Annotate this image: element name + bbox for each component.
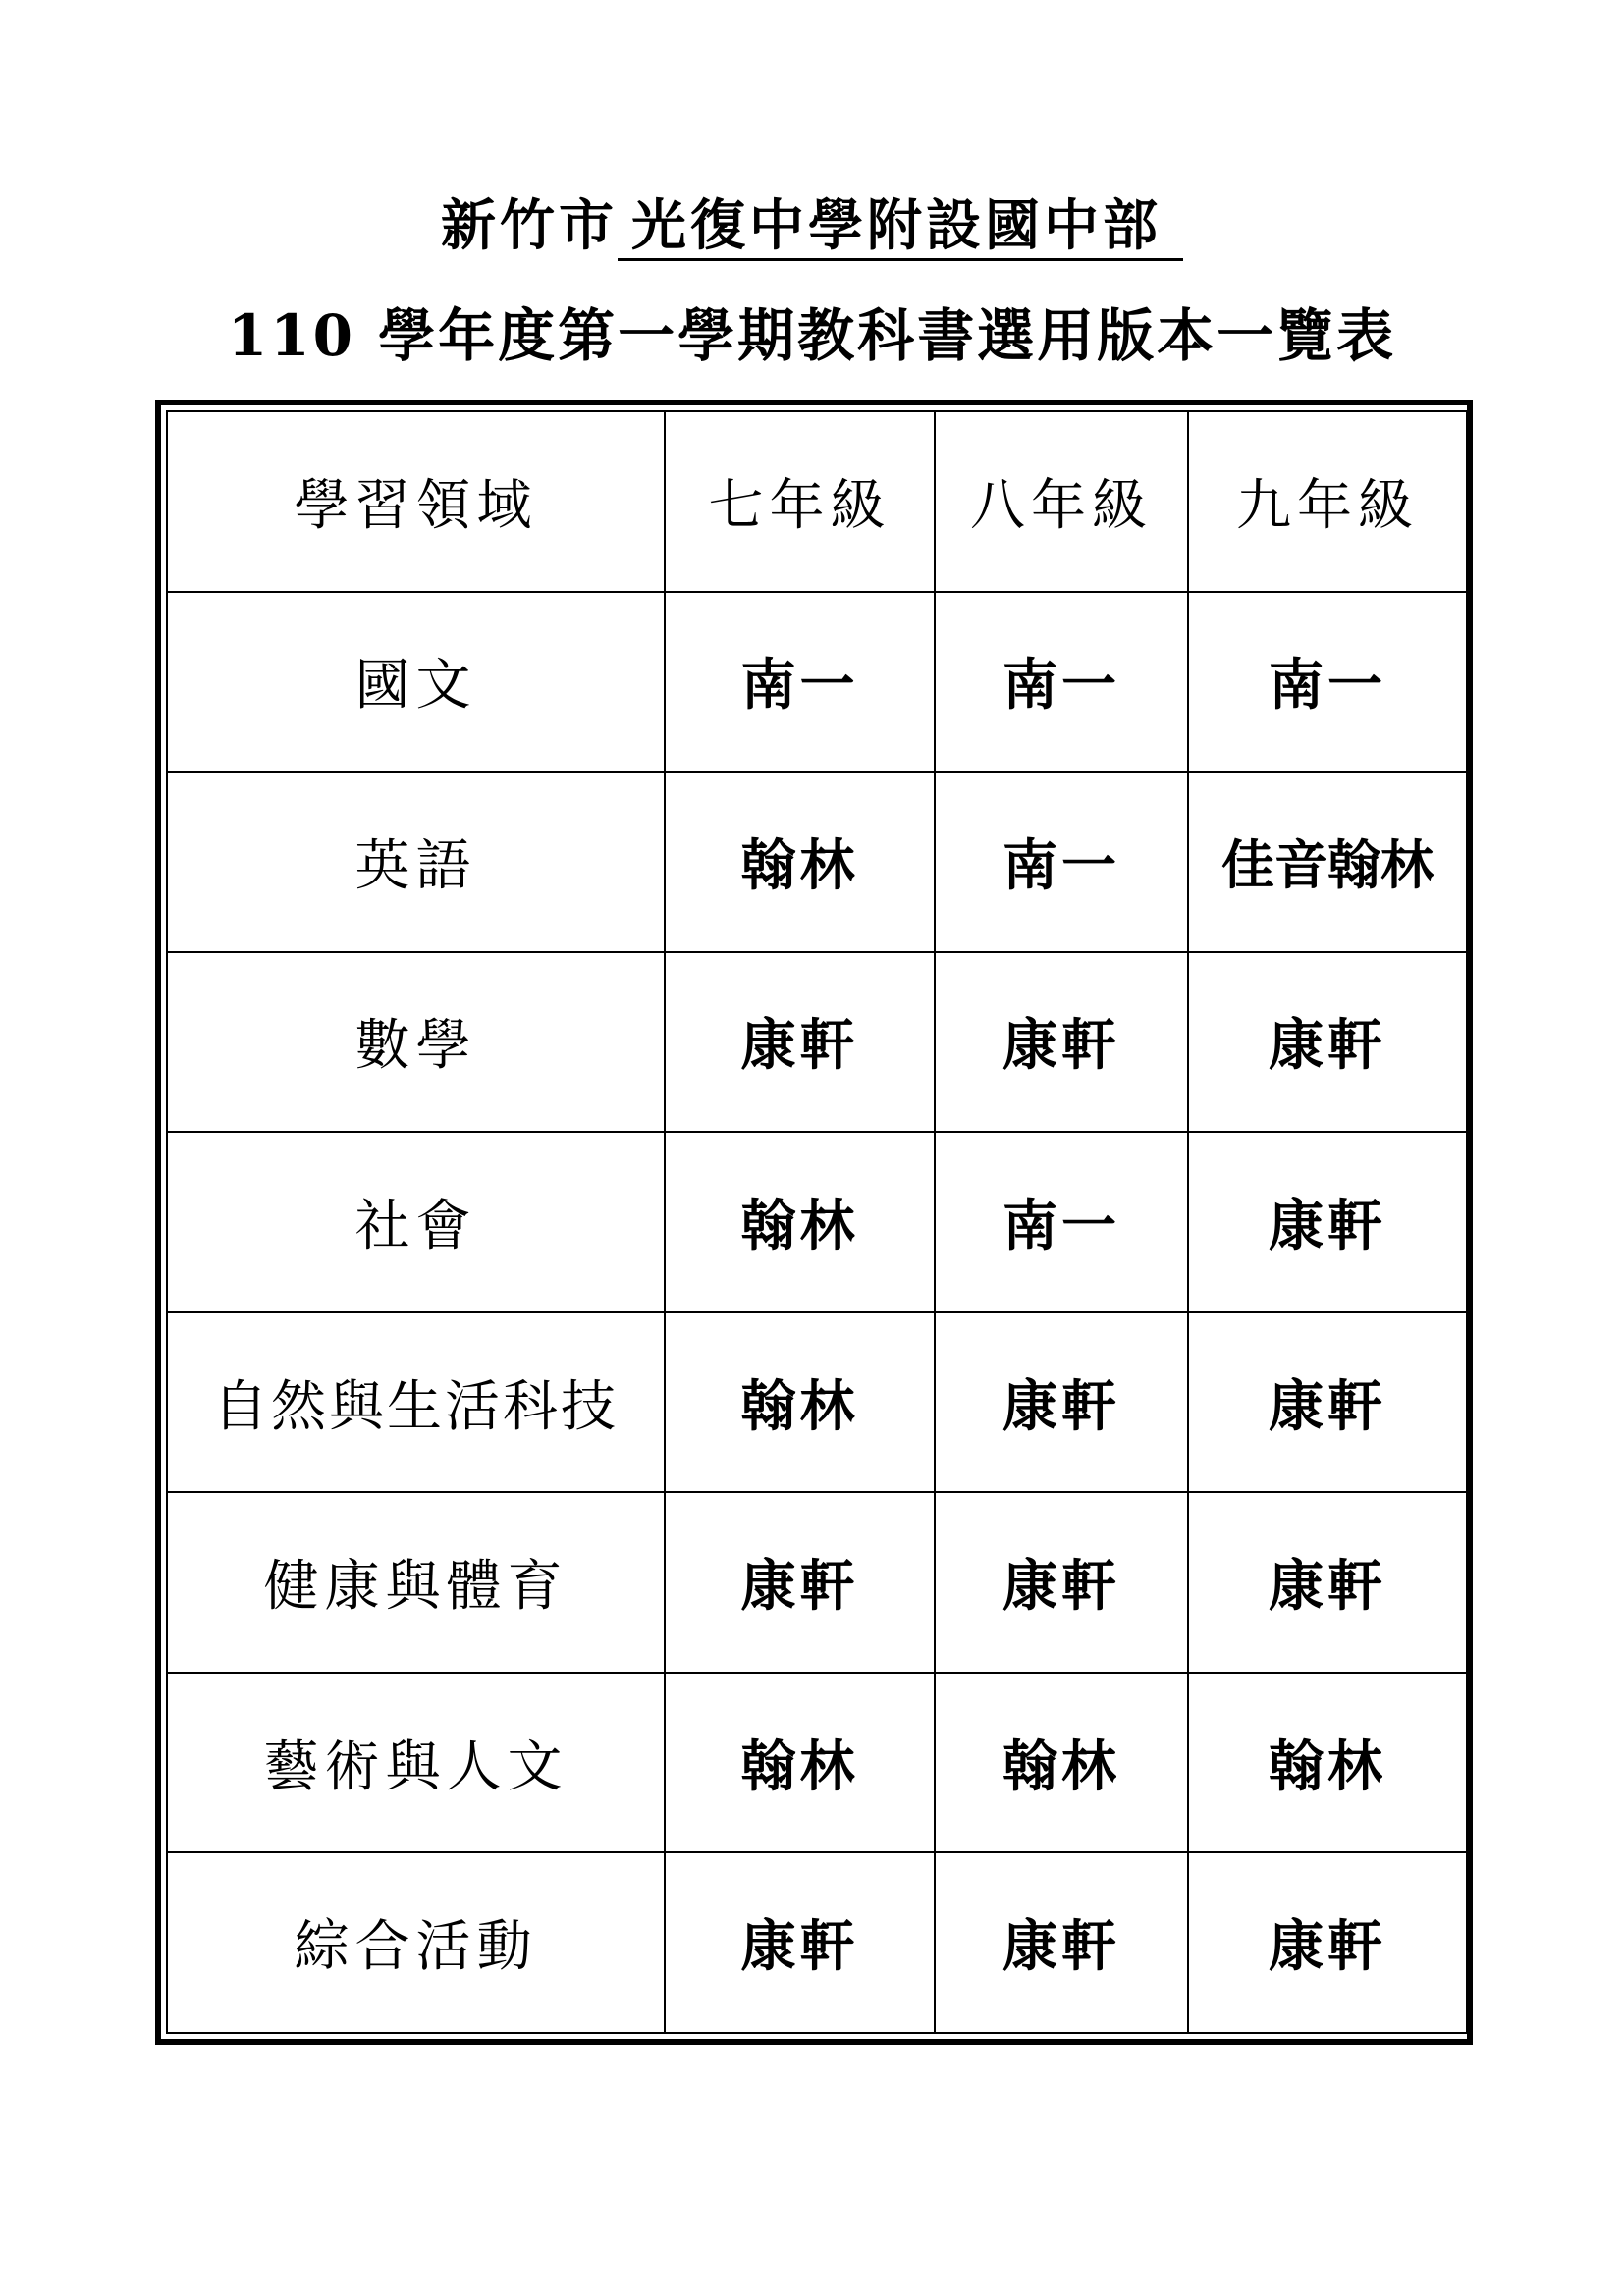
grade9-cell: 康軒 bbox=[1188, 1132, 1467, 1312]
grade7-cell: 翰林 bbox=[665, 1132, 935, 1312]
subject-cell: 數學 bbox=[167, 952, 665, 1133]
grade9-cell: 翰林 bbox=[1188, 1673, 1467, 1853]
subject-cell: 自然與生活科技 bbox=[167, 1312, 665, 1493]
header-subject: 學習領域 bbox=[167, 411, 665, 592]
textbook-table-frame bbox=[155, 400, 1473, 2045]
header-grade8: 八年級 bbox=[935, 411, 1188, 592]
grade8-cell: 康軒 bbox=[935, 952, 1188, 1133]
grade7-cell: 康軒 bbox=[665, 1852, 935, 2033]
grade8-cell: 南一 bbox=[935, 592, 1188, 773]
table-row bbox=[167, 1312, 1467, 1493]
grade8-cell: 康軒 bbox=[935, 1312, 1188, 1493]
subject-cell: 英語 bbox=[167, 772, 665, 952]
subject-cell: 社會 bbox=[167, 1132, 665, 1312]
grade7-cell: 翰林 bbox=[665, 772, 935, 952]
page-title bbox=[0, 187, 1624, 265]
table-row bbox=[167, 1852, 1467, 2033]
subject-cell: 健康與體育 bbox=[167, 1492, 665, 1673]
school-name: 光復中學附設國中部 bbox=[618, 193, 1183, 261]
city-name: 新竹市 bbox=[441, 193, 618, 258]
textbook-table bbox=[166, 410, 1468, 2034]
grade8-cell: 南一 bbox=[935, 772, 1188, 952]
table-row bbox=[167, 772, 1467, 952]
grade7-cell: 南一 bbox=[665, 592, 935, 773]
grade7-cell: 翰林 bbox=[665, 1673, 935, 1853]
grade7-cell: 翰林 bbox=[665, 1312, 935, 1493]
grade9-cell: 康軒 bbox=[1188, 1852, 1467, 2033]
grade8-cell: 康軒 bbox=[935, 1852, 1188, 2033]
grade7-cell: 康軒 bbox=[665, 1492, 935, 1673]
table-row bbox=[167, 592, 1467, 773]
table-row bbox=[167, 1492, 1467, 1673]
grade8-cell: 康軒 bbox=[935, 1492, 1188, 1673]
subject-cell: 綜合活動 bbox=[167, 1852, 665, 2033]
subject-cell: 國文 bbox=[167, 592, 665, 773]
table-row bbox=[167, 1673, 1467, 1853]
header-grade9: 九年級 bbox=[1188, 411, 1467, 592]
subject-cell: 藝術與人文 bbox=[167, 1673, 665, 1853]
grade9-cell: 南一 bbox=[1188, 592, 1467, 773]
grade9-cell: 佳音翰林 bbox=[1188, 772, 1467, 952]
grade8-cell: 南一 bbox=[935, 1132, 1188, 1312]
grade9-cell: 康軒 bbox=[1188, 1492, 1467, 1673]
grade7-cell: 康軒 bbox=[665, 952, 935, 1133]
page-subtitle: 110 學年度第一學期教科書選用版本一覽表 bbox=[227, 302, 1397, 369]
table-row bbox=[167, 952, 1467, 1133]
grade9-cell: 康軒 bbox=[1188, 952, 1467, 1133]
table-header-row bbox=[167, 411, 1467, 592]
grade8-cell: 翰林 bbox=[935, 1673, 1188, 1853]
grade9-cell: 康軒 bbox=[1188, 1312, 1467, 1493]
header-grade7: 七年級 bbox=[665, 411, 935, 592]
table-row bbox=[167, 1132, 1467, 1312]
